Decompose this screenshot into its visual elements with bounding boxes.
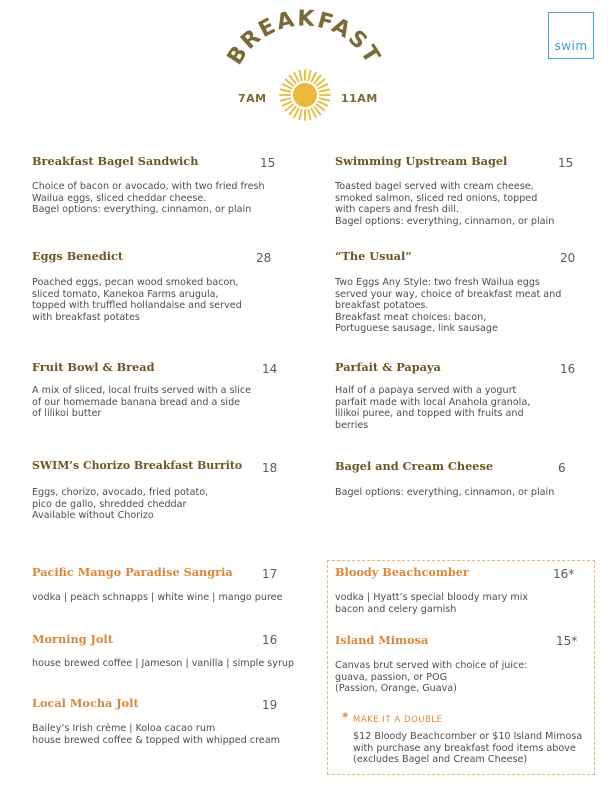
asterisk-icon: *	[342, 710, 349, 724]
item-title: Swimming Upstream Bagel	[335, 154, 508, 168]
end-time: 11AM	[341, 92, 378, 105]
start-time: 7AM	[238, 92, 267, 105]
drink-title: Island Mimosa	[335, 633, 429, 647]
double-offer-description: $12 Bloody Beachcomber or $10 Island Mimosa with purchase any breakfast food items above (excludes Bagel and Cream Cheese)	[353, 731, 583, 766]
item-title: SWIM’s Chorizo Breakfast Burrito	[32, 459, 243, 472]
drink-description: Canvas brut served with choice of juice: guava, passion, or POG (Passion, Orange, Guava)	[335, 660, 528, 695]
item-title: Bagel and Cream Cheese	[335, 459, 494, 473]
drink-title: Bloody Beachcomber	[335, 565, 469, 579]
item-price: 20	[560, 251, 576, 265]
item-description: Eggs, chorizo, avocado, fried potato, pico de gallo, shredded cheddar Available without Chorizo	[32, 487, 209, 522]
sun-icon	[280, 70, 330, 120]
item-description: Half of a papaya served with a yogurt parfait made with local Anahola granola, lilikoi puree, and topped with fruits and berries	[335, 385, 531, 431]
drink-price: 16	[262, 633, 278, 647]
item-price: 16	[560, 362, 576, 376]
drink-title: Local Mocha Jolt	[32, 696, 139, 710]
menu-header	[0, 0, 612, 125]
header-graphic	[0, 0, 612, 125]
item-title: Eggs Benedict	[32, 249, 124, 263]
item-description: Bagel options: everything, cinnamon, or plain	[335, 487, 555, 498]
drink-description: vodka | Hyatt’s special bloody mary mix bacon and celery garnish	[335, 592, 529, 615]
item-description: Choice of bacon or avocado, with two fried fresh Wailua eggs, sliced cheddar cheese. Bagel options: everything, cinnamon, or plain	[32, 181, 265, 216]
drink-description: vodka | peach schnapps | white wine | mango puree	[32, 592, 283, 603]
double-offer-label: MAKE IT A DOUBLE	[353, 714, 443, 724]
drink-price: 17	[262, 567, 278, 581]
drink-title: Pacific Mango Paradise Sangria	[32, 565, 233, 579]
item-price: 14	[262, 362, 278, 376]
drink-price: 16*	[553, 567, 575, 581]
drink-description: Bailey’s Irish crème | Koloa cacao rum house brewed coffee & topped with whipped cream	[32, 723, 280, 746]
drink-description: house brewed coffee | Jameson | vanilla | simple syrup	[32, 658, 295, 669]
item-description: A mix of sliced, local fruits served with a slice of our homemade banana bread and a side of lilikoi butter	[32, 385, 252, 420]
item-title: Parfait & Papaya	[335, 360, 441, 374]
item-price: 15	[260, 156, 276, 170]
drink-title: Morning Jolt	[32, 632, 113, 646]
menu-title: BREAKFAST	[222, 6, 386, 70]
drink-price: 15*	[556, 634, 578, 648]
item-description: Two Eggs Any Style: two fresh Wailua eggs served your way, choice of breakfast meat and breakfast potatoes. Breakfast meat choices: bacon, Portuguese sausage, link sausage	[335, 277, 562, 335]
item-description: Poached eggs, pecan wood smoked bacon, sliced tomato, Kanekoa Farms arugula, topped with truffled hollandaise and served with breakfast potates	[32, 277, 242, 323]
drink-price: 19	[262, 698, 278, 712]
item-description: Toasted bagel served with cream cheese, smoked salmon, sliced red onions, topped with capers and fresh dill. Bagel options: everything, cinnamon, or plain	[335, 181, 555, 227]
item-price: 6	[558, 461, 566, 475]
item-title: “The Usual”	[335, 249, 412, 263]
item-title: Breakfast Bagel Sandwich	[32, 154, 199, 168]
item-price: 18	[262, 461, 278, 475]
item-price: 28	[256, 251, 272, 265]
item-price: 15	[558, 156, 574, 170]
logo-text: swim	[554, 39, 588, 53]
item-title: Fruit Bowl & Bread	[32, 360, 155, 374]
